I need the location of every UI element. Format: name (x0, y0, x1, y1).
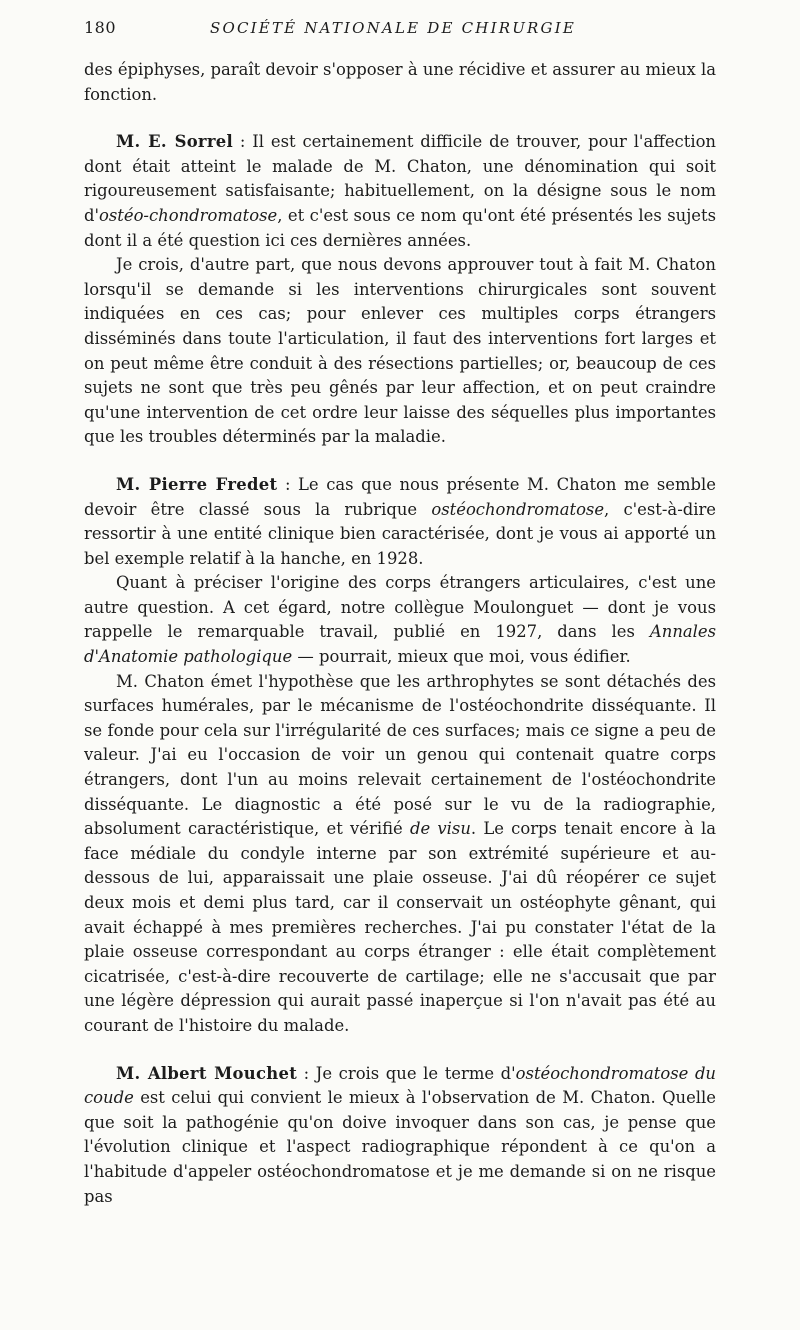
italic-term: ostéo-chondromatose (99, 205, 278, 225)
paragraph-sorrel (84, 130, 716, 253)
paragraph-text: . Le corps tenait encore à la face médiale du condyle interne par son extrémité supérieure et au-dessous de lui, apparaissait une plaie osseuse. J'ai dû réopérer ce sujet deux mois et demi plus tard, car il conservait un ostéophyte gênant, qui avait échappé à mes premières recherches. J'ai pu constater l'état de la plaie osseuse correspondant au corps étranger : elle était complètement cicatrisée, c'est-à-dire recouverte de cartilage; elle ne s'accusait que par une légère dépression qui aurait passé inaperçue si l'on n'avait pas été au courant de l'histoire du malade. (84, 819, 716, 1035)
paragraph-text: Je crois, d'autre part, que nous devons approuver tout à fait M. Chaton lorsqu'il se demande si les interventions chirurgicales sont souvent indiquées en ces cas; pour enlever ces multiples corps étrangers disséminés dans toute l'articulation, il faut des interventions fort larges et on peut même être conduit à des résections partielles; or, beaucoup de ces sujets ne sont que très peu gênés par leur affection, et on peut craindre qu'une intervention de cet ordre leur laisse des séquelles plus importantes que les troubles déterminés par la maladie. (84, 255, 716, 447)
italic-term: ostéochondromatose (431, 499, 605, 519)
paragraph-fredet-2 (84, 571, 716, 669)
paragraph-fredet-3 (84, 670, 716, 1039)
paragraph-text: : Le cas que nous présente M. Chaton me semble devoir être classé sous la rubrique (84, 474, 716, 519)
italic-term: ostéochondromatose du coude (84, 1063, 716, 1108)
italic-term: de visu (409, 819, 471, 839)
paragraph-text: , c'est-à-dire ressortir à une entité clinique bien caractérisée, dont je vous ai apporté un bel exemple relatif à la hanche, en 1928. (84, 499, 717, 568)
italic-journal-title: Annales d'Anatomie pathologique (84, 622, 716, 667)
running-head (84, 18, 716, 44)
paragraph-text: : Il est certainement difficile de trouver, pour l'affection dont était atteint le malade de M. Chaton, une dénomination qui soit rigoureusement satisfaisante; habituellement, on la désigne sous le nom d' (84, 132, 716, 225)
paragraph-mouchet (84, 1062, 716, 1210)
article-body (84, 58, 716, 1209)
paragraph-text: — pourrait, mieux que moi, vous édifier. (292, 647, 631, 667)
paragraph-text: : Je crois que le terme d' (297, 1063, 516, 1083)
page-number: 180 (84, 18, 117, 37)
paragraph-text: est celui qui convient le mieux à l'observation de M. Chaton. Quelle que soit la pathogénie qu'on doive invoquer dans son cas, je pense que l'évolution clinique et l'aspect radiographique répondent à ce qu'on a l'habitude d'appeler ostéochondromatose et je me demande si on ne risque pas (84, 1088, 716, 1206)
page (84, 18, 716, 1209)
paragraph-continuation (84, 58, 716, 107)
paragraph-sorrel-2 (84, 253, 716, 450)
paragraph-text: Quant à préciser l'origine des corps étrangers articulaires, c'est une autre question. A cet égard, notre collègue Moulonguet — dont je vous rappelle le remarquable travail, publié en 1927, dans les (84, 573, 716, 642)
paragraph-text: , et c'est sous ce nom qu'ont été présentés les sujets dont il a été question ici ces dernières années. (84, 205, 716, 250)
paragraph-text: M. Chaton émet l'hypothèse que les arthrophytes se sont détachés des surfaces humérales, par le mécanisme de l'ostéochondrite disséquante. Il se fonde pour cela sur l'irrégularité de ces surfaces; mais ce signe a peu de valeur. J'ai eu l'occasion de voir un genou qui contenait quatre corps étrangers, dont l'un au moins relevait certainement de l'ostéochondrite disséquante. Le diagnostic a été posé sur le vu de la radiographie, absolument caractéristique, et vérifié (84, 671, 716, 839)
journal-title: SOCIÉTÉ NATIONALE DE CHIRURGIE (210, 19, 576, 37)
speaker-name: M. Pierre Fredet (116, 474, 278, 494)
paragraph-text: des épiphyses, paraît devoir s'opposer à une récidive et assurer au mieux la fonction. (84, 60, 716, 104)
speaker-name: M. E. Sorrel (116, 132, 234, 152)
paragraph-fredet (84, 473, 716, 571)
speaker-name: M. Albert Mouchet (116, 1063, 298, 1083)
